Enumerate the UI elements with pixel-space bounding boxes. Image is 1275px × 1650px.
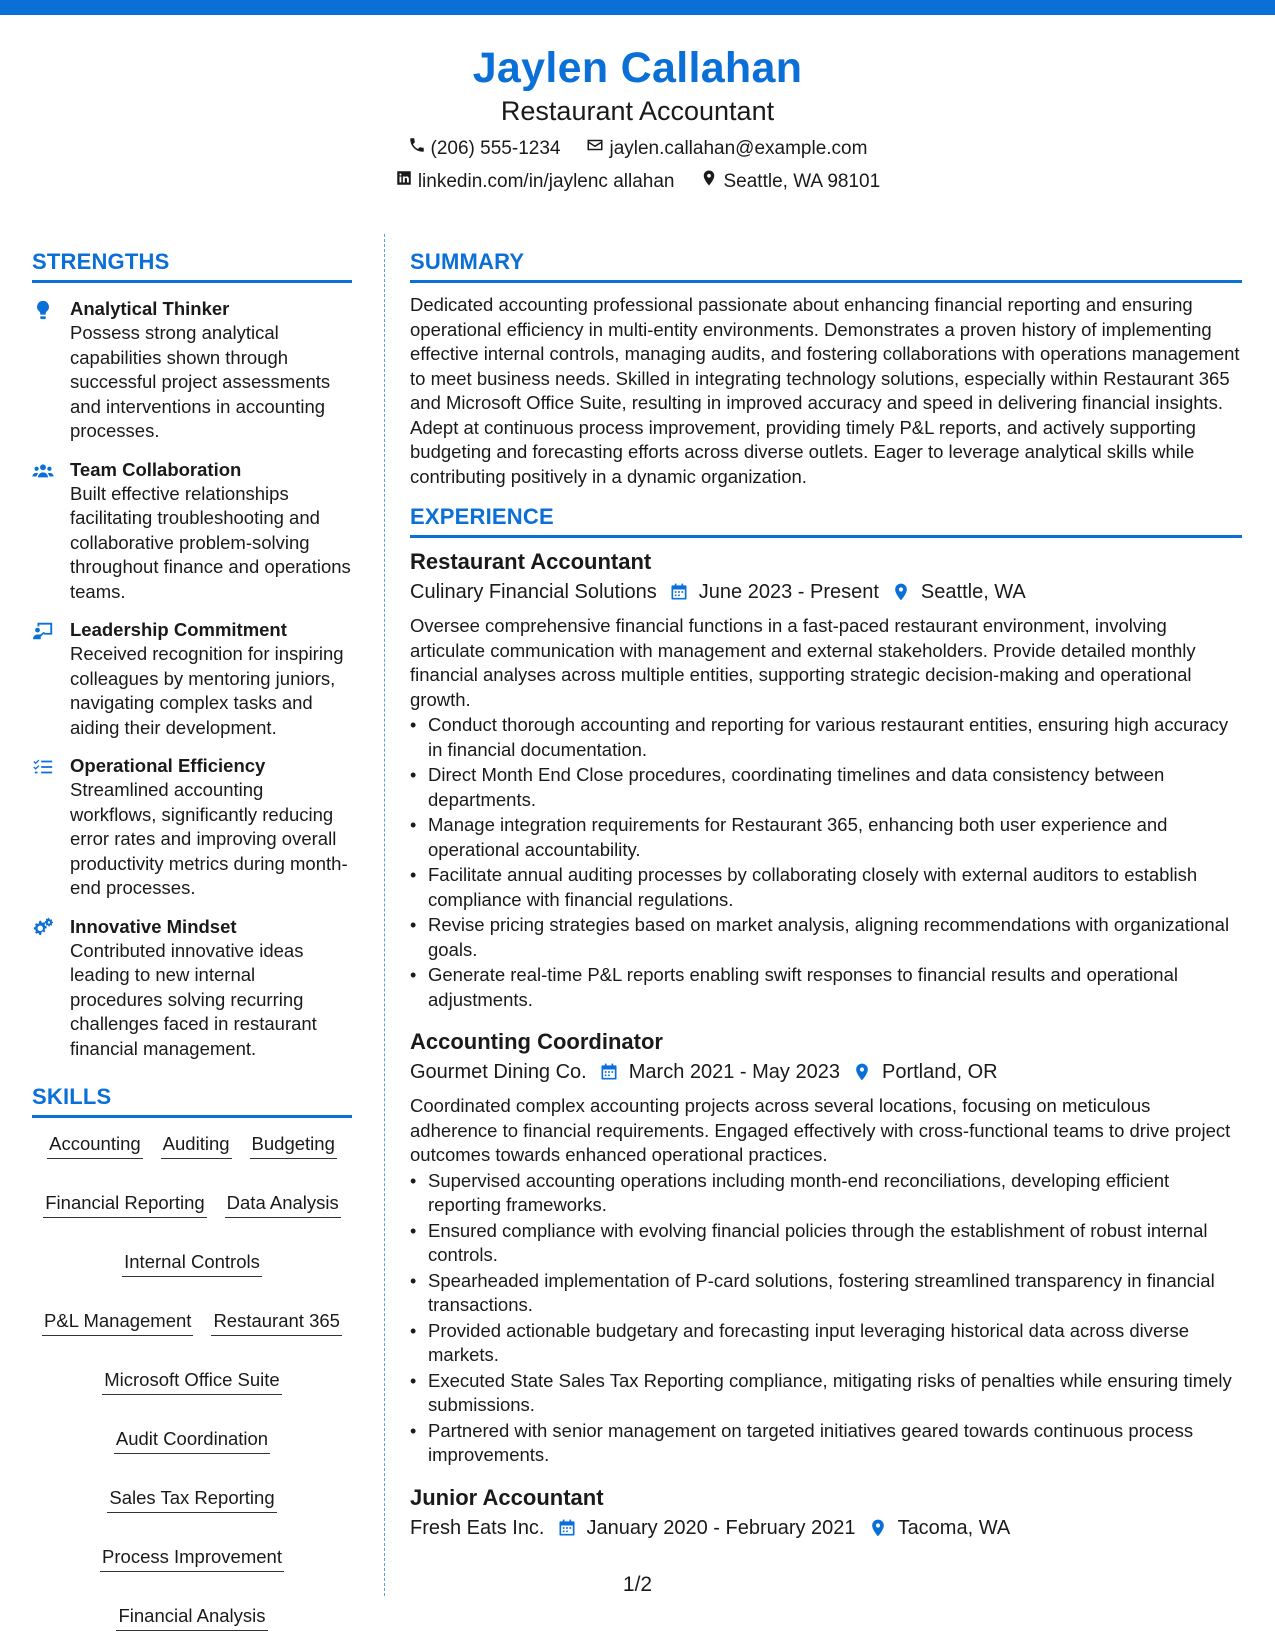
calendar-icon [669,582,689,602]
job-title: Accounting Coordinator [410,1029,663,1054]
candidate-title: Restaurant Accountant [500,96,775,126]
bullet-item: • Provided actionable budgetary and forecasting input leveraging historical data across diverse markets. [410,1319,1242,1368]
linkedin-icon [395,169,413,194]
users-icon [32,458,70,605]
summary-heading: SUMMARY [410,248,1242,283]
job-meta [410,1058,1242,1086]
bullet-item: • Ensured compliance with evolving financial policies through the establishment of robust internal controls. [410,1219,1242,1268]
strength-title: Innovative Mindset [70,915,237,937]
bullet-item: • Facilitate annual auditing processes by collaborating closely with external auditors to establish compliance with financial regulations. [410,863,1242,912]
resume-header [0,42,1275,194]
strength-desc: Contributed innovative ideas leading to new internal procedures solving recurring challenges faced in restaurant financial management. [70,939,317,1059]
skill-tag: Restaurant 365 [211,1309,342,1336]
bullet-item: • Executed State Sales Tax Reporting compliance, mitigating risks of penalties while ensuring timely submissions. [410,1369,1242,1418]
bullet-item: • Spearheaded implementation of P-card solutions, fostering streamlined transparency in financial transactions. [410,1269,1242,1318]
job-company: Gourmet Dining Co. [410,1061,587,1083]
skills-heading: SKILLS [32,1083,352,1118]
envelope-icon [586,136,604,161]
job-bullets [410,713,1242,1012]
strength-item [32,754,352,901]
skill-tag: Data Analysis [225,1191,341,1218]
strength-item [32,297,352,444]
gears-icon [32,915,70,1062]
phone-icon [408,136,426,161]
strength-desc: Streamlined accounting workflows, significantly reducing error rates and improving overall productivity metrics during month-end processes. [70,779,348,898]
strength-desc: Possess strong analytical capabilities shown through successful project assessments and interventions in accounting processes. [70,322,331,441]
experience-heading: EXPERIENCE [410,503,1242,538]
job-dates: June 2023 - Present [698,581,879,603]
job-location: Portland, OR [881,1061,998,1083]
job-entry [410,1028,1242,1468]
calendar-icon [599,1062,619,1082]
job-title: Restaurant Accountant [410,549,652,574]
location-text: Seattle, WA 98101 [723,170,881,192]
job-meta [410,578,1242,606]
job-company: Culinary Financial Solutions [410,581,657,603]
email-text: jaylen.callahan@example.com [609,137,868,159]
job-bullets [410,1169,1242,1468]
skill-tag: Microsoft Office Suite [102,1368,281,1395]
strength-item [32,618,352,740]
map-pin-icon [700,169,718,194]
email-contact[interactable] [586,136,867,161]
job-dates: January 2020 - February 2021 [586,1516,856,1539]
strength-title: Leadership Commitment [70,619,287,640]
skill-tag: Process Improvement [100,1545,284,1572]
job-entry [410,1484,1242,1542]
map-pin-icon [852,1062,872,1082]
right-column [410,248,1242,1542]
skill-tag: Financial Analysis [116,1604,267,1631]
job-company: Fresh Eats Inc. [410,1516,545,1539]
strength-desc: Received recognition for inspiring colleagues by mentoring juniors, navigating complex tasks and aiding their development. [70,643,344,738]
candidate-name: Jaylen Callahan [472,44,803,92]
job-dates: March 2021 - May 2023 [628,1061,840,1083]
job-description: Coordinated complex accounting projects across several locations, focusing on meticulous adherence to financial requirements. Engaged effectively with cross-functional teams to drive project outcomes towards enhanced operational practices. [410,1095,1231,1165]
bullet-item: • Direct Month End Close procedures, coordinating timelines and data consistency between departments. [410,763,1242,812]
job-meta [410,1514,1242,1542]
strength-title: Team Collaboration [70,458,242,480]
bullet-item: • Revise pricing strategies based on market analysis, aligning recommendations with organizational goals. [410,913,1242,962]
job-description: Oversee comprehensive financial functions in a fast-paced restaurant environment, involving articulate communication with management and external stakeholders. Provide detailed monthly financial analyses across multiple entities, supporting strategic decision-making and operational growth. [410,615,1196,710]
bullet-item: • Supervised accounting operations including month-end reconciliations, developing efficient reporting frameworks. [410,1169,1242,1218]
calendar-icon [557,1518,577,1538]
bullet-item: • Manage integration requirements for Restaurant 365, enhancing both user experience and operational accountability. [410,813,1242,862]
bullet-item: • Partnered with senior management on targeted initiatives geared towards continuous process improvements. [410,1419,1242,1468]
linkedin-contact[interactable] [395,169,675,194]
phone-contact [408,136,561,161]
map-pin-icon [891,582,911,602]
page-number: 1/2 [622,1573,653,1596]
strength-desc: Built effective relationships facilitating troubleshooting and collaborative problem-solving throughout finance and operations teams. [70,482,351,602]
skill-tag: Internal Controls [122,1250,262,1277]
phone-text: (206) 555-1234 [430,137,561,159]
skill-tag: Financial Reporting [43,1191,206,1218]
strength-title: Analytical Thinker [70,298,230,319]
skill-tag: Budgeting [250,1132,337,1159]
left-column [32,248,352,1631]
location-contact [700,169,880,194]
column-divider [384,234,385,1596]
strength-title: Operational Efficiency [70,755,266,776]
strength-item [32,915,352,1062]
top-accent-bar [0,0,1275,15]
chalkboard-teacher-icon [32,618,70,740]
summary-text: Dedicated accounting professional passionate about enhancing financial reporting and ensuring operational efficiency in multi-entity environments. Demonstrates a proven history of implementing effective internal controls, managing audits, and fostering collaborations with operations management to meet business needs. Skilled in integrating technology solutions, especially within Restaurant 365 and Microsoft Office Suite, resulting in improved accuracy and speed in delivering financial insights. Adept at continuous process improvement, providing timely P&L reports, and actively supporting budgeting and forecasting efforts across diverse outlets. Eager to leverage analytical skills while contributing positively in a dynamic organization. [410,294,1240,487]
strengths-heading: STRENGTHS [32,248,352,283]
job-entry [410,548,1242,1012]
contact-row-2 [0,169,1275,194]
checklist-icon [32,754,70,901]
strength-item [32,458,352,605]
linkedin-text: linkedin.com/in/jaylenc allahan [417,170,675,192]
bullet-item: • Generate real-time P&L reports enabling swift responses to financial results and operational adjustments. [410,963,1242,1012]
skill-tag: Accounting [47,1132,143,1159]
skill-tag: Sales Tax Reporting [107,1486,276,1513]
job-title: Junior Accountant [410,1484,604,1510]
job-location: Tacoma, WA [897,1516,1011,1539]
map-pin-icon [868,1518,888,1538]
bullet-item: • Conduct thorough accounting and reporting for various restaurant entities, ensuring high accuracy in financial documentation. [410,713,1242,762]
skill-tag: Auditing [161,1132,232,1159]
skills-list [32,1132,352,1631]
skill-tag: Audit Coordination [114,1427,270,1454]
job-location: Seattle, WA [920,581,1026,603]
contact-row-1 [0,136,1275,161]
lightbulb-icon [32,297,70,444]
skill-tag: P&L Management [42,1309,193,1336]
